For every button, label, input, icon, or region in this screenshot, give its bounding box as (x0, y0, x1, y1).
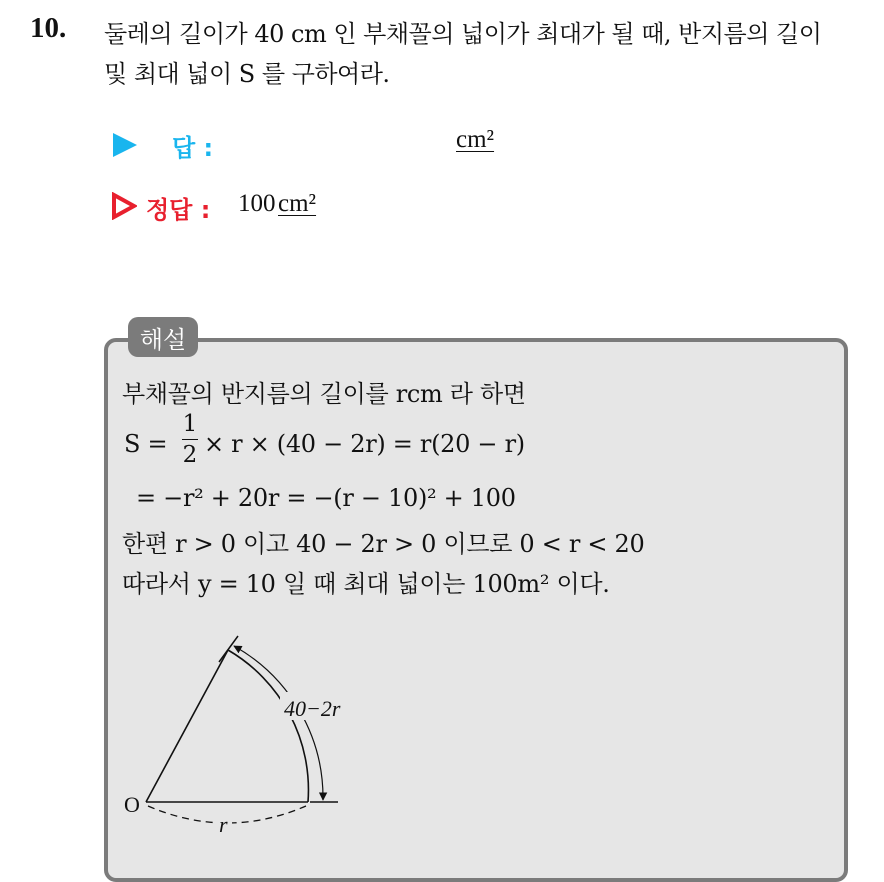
origin-label: O (124, 792, 140, 817)
arc-length-label: 40−2r (284, 696, 341, 721)
answer-unit: cm² (456, 126, 495, 153)
solution-value: 100 (238, 190, 276, 217)
explanation-line2-left: S = (124, 430, 168, 458)
solution-unit: cm² (278, 190, 317, 217)
question-text-line1: 둘레의 길이가 40 cm 인 부채꼴의 넓이가 최대가 될 때, 반지름의 길이 (104, 20, 822, 48)
solution-label: 정답 : (146, 196, 211, 224)
radius-label: r (219, 812, 228, 837)
sector-radius-upper (146, 650, 228, 802)
question-number: 10. (30, 12, 67, 44)
answer-play-icon (113, 133, 137, 157)
fraction-numerator: 1 (182, 411, 198, 437)
explanation-fraction (182, 412, 198, 467)
question-text-line2: 및 최대 넓이 S 를 구하여라. (104, 60, 390, 88)
explanation-line3: = −r² + 20r = −(r − 10)² + 100 (136, 484, 516, 512)
explanation-line2-right: × r × (40 − 2r) = r(20 − r) (204, 430, 525, 458)
explanation-line5: 따라서 y = 10 일 때 최대 넓이는 100m² 이다. (122, 570, 610, 598)
explanation-tab: 해설 (128, 317, 198, 357)
fraction-denominator: 2 (182, 442, 198, 468)
explanation-line1: 부채꼴의 반지름의 길이를 rcm 라 하면 (122, 380, 526, 408)
arc-tick-top (219, 636, 238, 662)
sector-arc (228, 650, 308, 802)
sector-diagram (112, 630, 372, 840)
solution-outline-triangle-icon (111, 192, 137, 220)
answer-label: 답 : (172, 134, 214, 162)
fraction-bar (182, 439, 198, 440)
arc-dimension-arrow (234, 646, 323, 800)
explanation-line4: 한편 r > 0 이고 40 − 2r > 0 이므로 0 < r < 20 (122, 530, 645, 558)
